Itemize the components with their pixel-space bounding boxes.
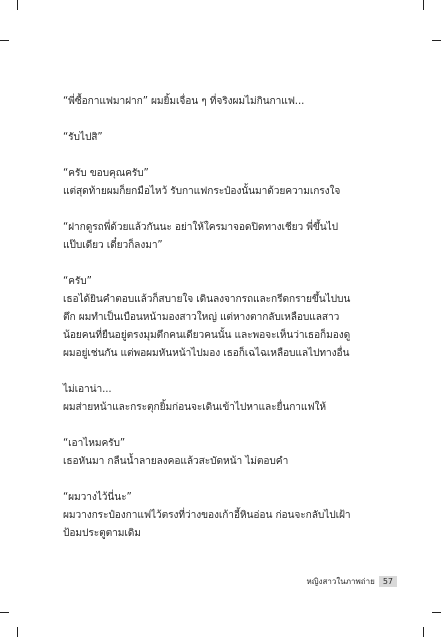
paragraph — [63, 93, 393, 111]
crop-mark-bottom-right-vertical — [423, 627, 424, 637]
text-line: น้อยคนที่ยืนอยู่ตรงมุมตึกคนเดียวคนนั้น และพอจะเห็นว่าเธอก็มองดู — [63, 330, 351, 341]
crop-mark-top-left-vertical — [17, 0, 18, 10]
paragraph — [63, 435, 393, 471]
paragraph — [63, 219, 393, 255]
body-text — [63, 93, 393, 561]
text-line: “เอาไหมครับ” — [63, 438, 126, 449]
crop-mark-bottom-right — [432, 612, 441, 613]
text-line: ไม่เอาน่า... — [63, 384, 112, 395]
text-line: “ครับ ขอบคุณครับ” — [63, 168, 149, 179]
paragraph — [63, 273, 393, 363]
text-line: “ครับ” — [63, 276, 92, 287]
page-footer — [307, 575, 398, 588]
paragraph — [63, 165, 393, 201]
text-line: ผมวางกระป๋องกาแฟไว้ตรงที่ว่างของเก้าอี้หินอ่อน ก่อนจะกลับไปเฝ้า — [63, 510, 351, 521]
paragraph — [63, 129, 393, 147]
text-line: แป๊บเดียว เดี๋ยวก็ลงมา” — [63, 240, 163, 251]
paragraph — [63, 381, 393, 417]
page-number: 57 — [379, 576, 397, 587]
text-line: “ผมวางไว้นี่นะ” — [63, 492, 132, 503]
text-line: ตึก ผมทำเป็นเบือนหน้ามองสาวใหญ่ แต่หางตากลับเหลือบแลสาว — [63, 312, 340, 323]
crop-mark-top-right-vertical — [423, 0, 424, 10]
text-line: “ฝากดูรถพี่ด้วยแล้วกันนะ อย่าให้ใครมาจอดปิดทางเชียว พี่ขึ้นไป — [63, 222, 338, 233]
text-line: เธอหันมา กลืนน้ำลายลงคอแล้วสะบัดหน้า ไม่ตอบคำ — [63, 456, 289, 467]
text-line: ป้อมประตูตามเดิม — [63, 528, 141, 539]
text-line: แต่สุดท้ายผมก็ยกมือไหว้ รับกาแฟกระป๋องนั้นมาด้วยความเกรงใจ — [63, 186, 341, 197]
crop-mark-bottom-left — [0, 612, 9, 613]
crop-mark-bottom-left-vertical — [17, 627, 18, 637]
text-line: เธอได้ยินคำตอบแล้วก็สบายใจ เดินลงจากรถและกรีดกรายขึ้นไปบน — [63, 294, 351, 305]
book-title: หญิงสาวในภาพถ่าย — [306, 577, 375, 586]
crop-mark-top-left — [0, 40, 9, 41]
text-line: “รับไปสิ” — [63, 132, 103, 143]
text-line: ผมอยู่เช่นกัน แต่พอผมหันหน้าไปมอง เธอก็เฉไฉเหลือบแลไปทางอื่น — [63, 348, 350, 359]
crop-mark-top-right — [432, 40, 441, 41]
text-line: ผมส่ายหน้าและกระตุกยิ้มก่อนจะเดินเข้าไปหาและยื่นกาแฟให้ — [63, 402, 326, 413]
text-line: “พี่ซื้อกาแฟมาฝาก” ผมยิ้มเจื่อน ๆ ที่จริงผมไม่กินกาแฟ... — [63, 96, 305, 107]
paragraph — [63, 489, 393, 543]
